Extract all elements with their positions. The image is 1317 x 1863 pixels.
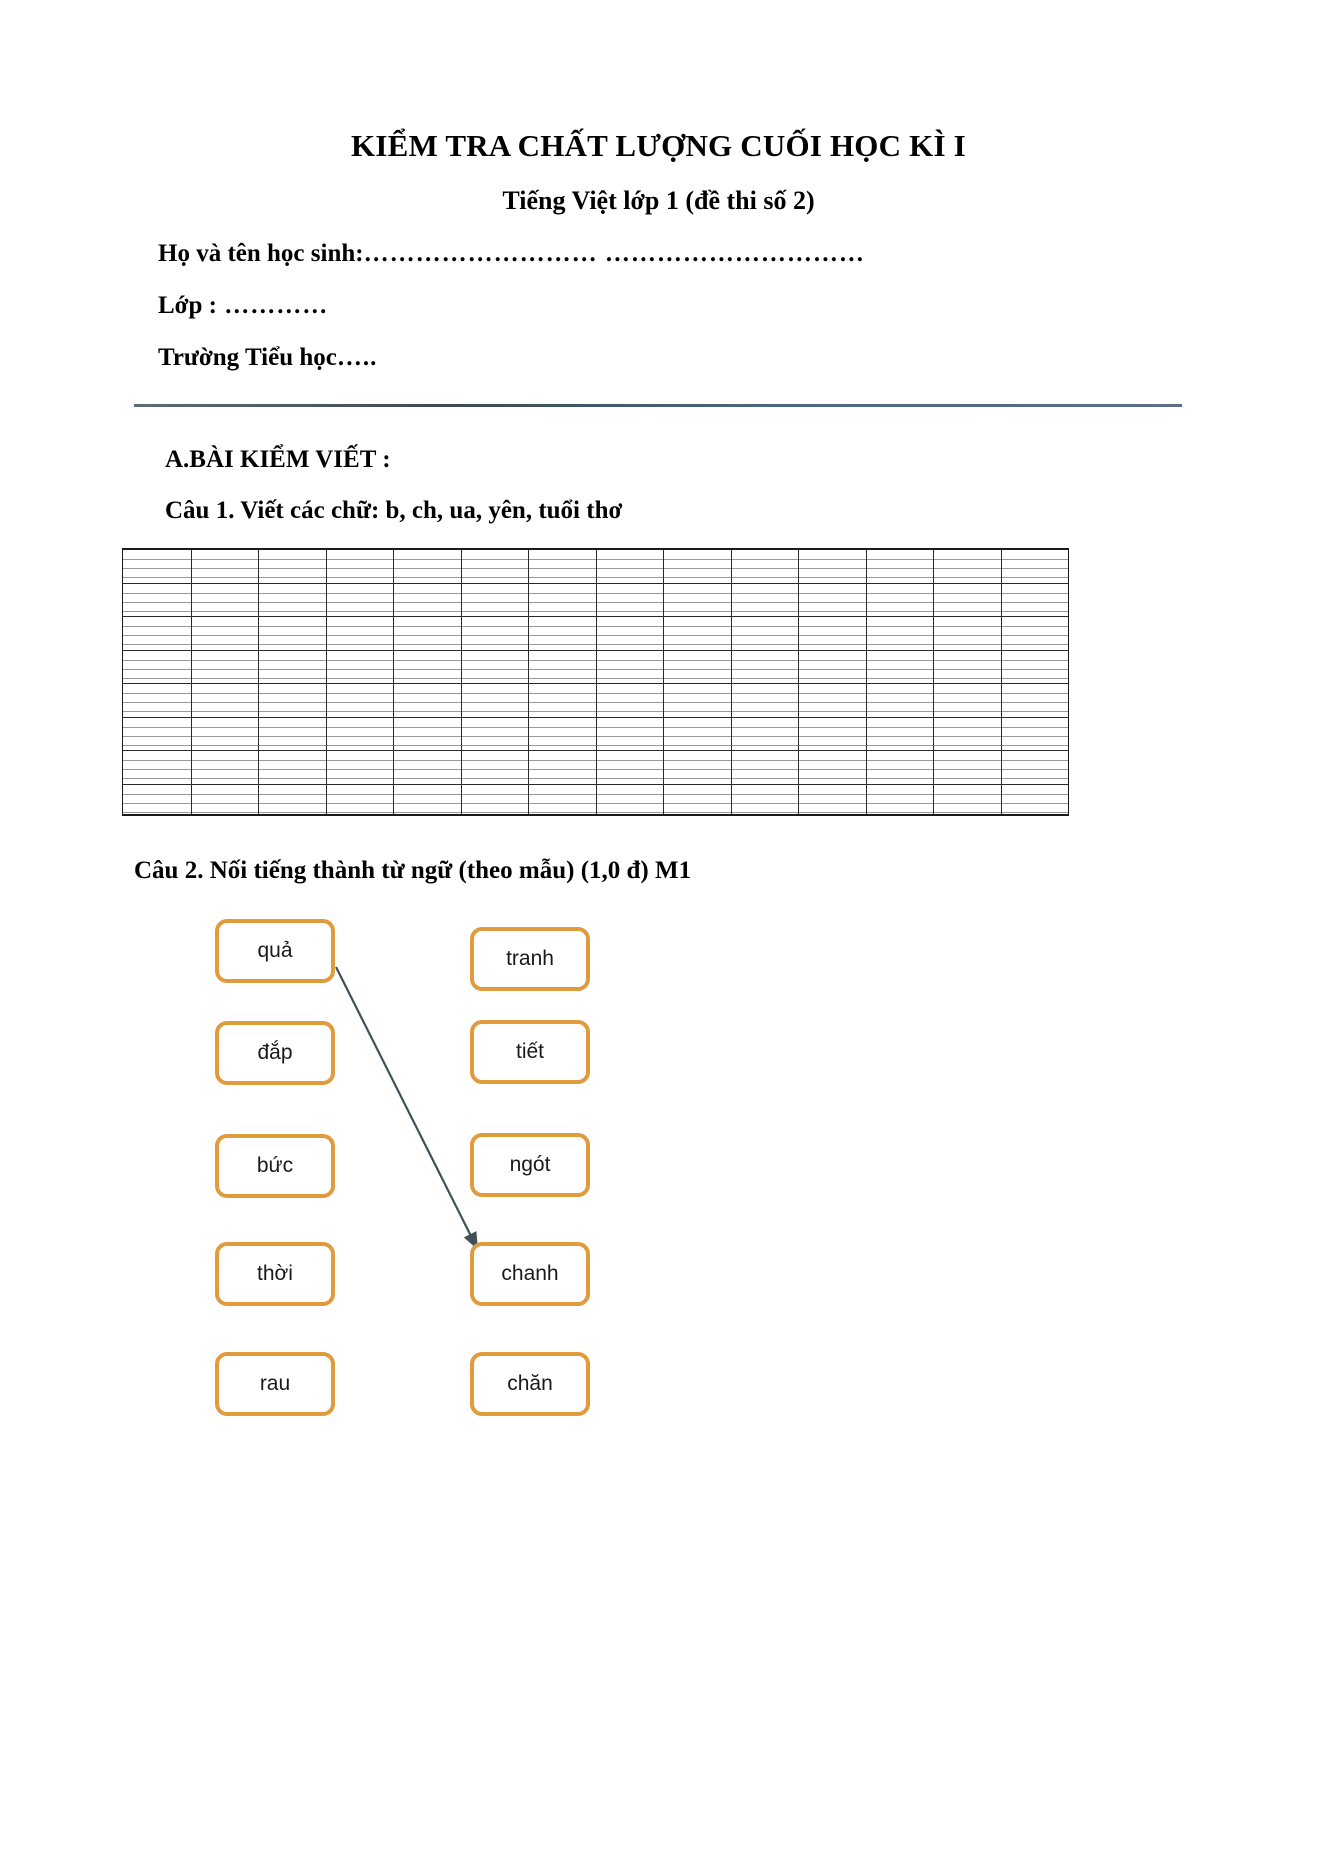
word-label: thời [257, 1262, 293, 1285]
word-label: chanh [501, 1262, 559, 1285]
word-box-right-3[interactable] [470, 1133, 590, 1197]
student-name-label: Họ và tên học sinh: [158, 240, 364, 267]
grid-guide-line [123, 577, 1068, 578]
word-label: chăn [507, 1372, 553, 1395]
grid-row [123, 785, 1068, 817]
grid-guide-line [123, 559, 1068, 560]
student-name-field [158, 240, 865, 268]
grid-row [123, 584, 1068, 618]
grid-guide-line [123, 812, 1068, 813]
word-box-left-1[interactable] [215, 919, 335, 983]
grid-guide-line [123, 760, 1068, 761]
page-title: KIỂM TRA CHẤT LƯỢNG CUỐI HỌC KÌ I [351, 128, 966, 163]
school-label: Trường Tiểu học [158, 344, 337, 371]
grid-guide-line [123, 644, 1068, 645]
word-box-right-2[interactable] [470, 1020, 590, 1084]
class-dots: ………… [217, 292, 329, 319]
class-field [158, 292, 328, 320]
grid-guide-line [123, 669, 1068, 670]
grid-row [123, 617, 1068, 651]
grid-guide-line [123, 635, 1068, 636]
grid-row [123, 550, 1068, 584]
class-label: Lớp : [158, 292, 217, 319]
grid-guide-line [123, 660, 1068, 661]
grid-row [123, 684, 1068, 718]
word-box-left-4[interactable] [215, 1242, 335, 1306]
question-2-heading: Câu 2. Nối tiếng thành từ ngữ (theo mẫu) (1,0 đ) M1 [134, 857, 692, 884]
grid-guide-line [123, 702, 1068, 703]
word-label: ngót [509, 1153, 551, 1176]
grid-guide-line [123, 626, 1068, 627]
word-box-left-2[interactable] [215, 1021, 335, 1085]
school-field [158, 344, 377, 372]
word-box-left-5[interactable] [215, 1352, 335, 1416]
grid-guide-line [123, 745, 1068, 746]
word-label: quả [257, 939, 293, 962]
grid-row [123, 751, 1068, 785]
word-box-right-1[interactable] [470, 927, 590, 991]
word-label: tranh [506, 947, 554, 970]
handwriting-practice-grid [122, 548, 1069, 816]
word-label: đắp [257, 1041, 293, 1064]
grid-guide-line [123, 727, 1068, 728]
grid-guide-line [123, 693, 1068, 694]
grid-guide-line [123, 736, 1068, 737]
section-heading-part-a: A.BÀI KIỂM VIẾT : [165, 446, 391, 473]
grid-guide-line [123, 678, 1068, 679]
word-label: tiết [515, 1040, 544, 1063]
example-connector-line [336, 967, 477, 1248]
word-label: rau [259, 1372, 291, 1395]
connector-overlay [0, 905, 1317, 1465]
word-box-right-4[interactable] [470, 1242, 590, 1306]
grid-guide-line [123, 711, 1068, 712]
word-box-left-3[interactable] [215, 1134, 335, 1198]
header-divider [134, 404, 1182, 407]
question-1-heading: Câu 1. Viết các chữ: b, ch, ua, yên, tuổi thơ [165, 497, 623, 524]
word-box-right-5[interactable] [470, 1352, 590, 1416]
grid-row [123, 718, 1068, 752]
student-name-dots: ……………………… ………………………… [363, 240, 865, 267]
grid-guide-line [123, 611, 1068, 612]
school-dots: ….. [336, 344, 378, 371]
page-subtitle: Tiếng Việt lớp 1 (đề thi số 2) [502, 186, 815, 215]
grid-guide-line [123, 602, 1068, 603]
grid-guide-line [123, 803, 1068, 804]
grid-guide-line [123, 794, 1068, 795]
grid-guide-line [123, 568, 1068, 569]
grid-guide-line [123, 778, 1068, 779]
word-label: bức [256, 1154, 294, 1177]
matching-exercise [0, 905, 1317, 1465]
grid-guide-line [123, 593, 1068, 594]
grid-guide-line [123, 769, 1068, 770]
grid-row [123, 651, 1068, 685]
